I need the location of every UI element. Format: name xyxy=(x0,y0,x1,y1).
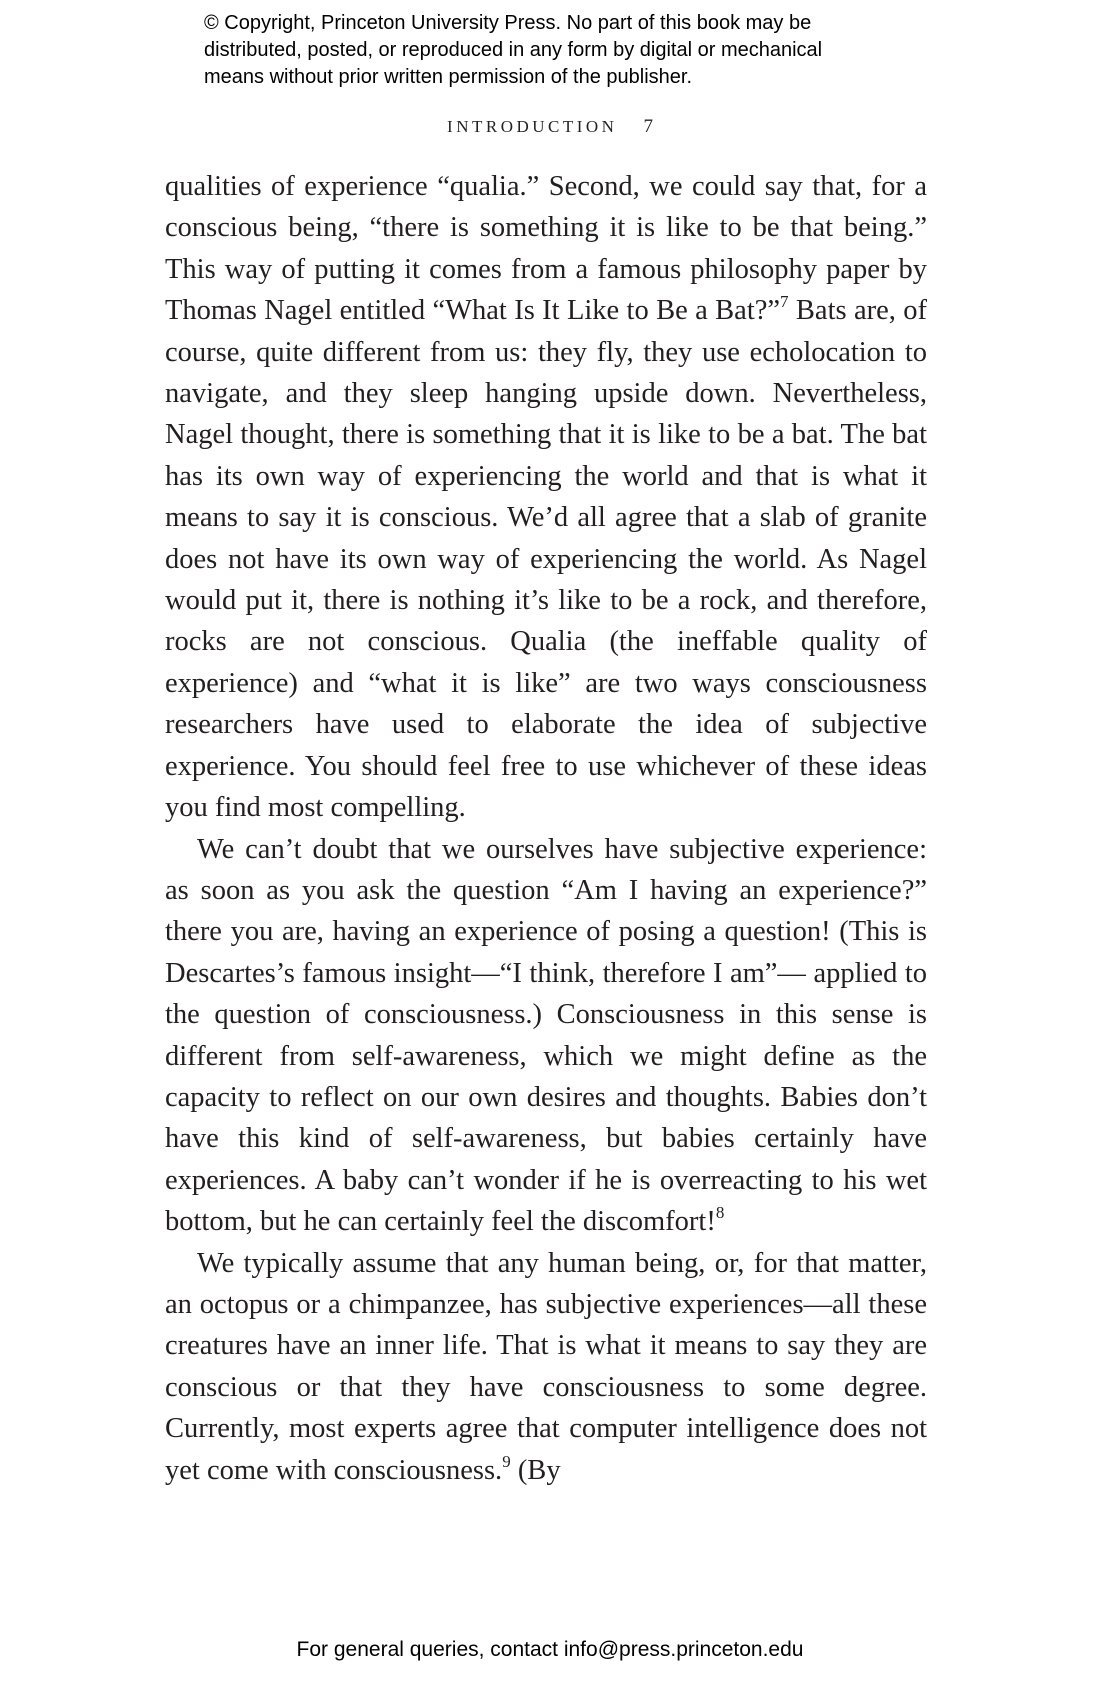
running-head xyxy=(0,116,1100,138)
paragraph-3 xyxy=(165,1243,927,1491)
footnote-marker-7[interactable]: 7 xyxy=(780,292,789,312)
paragraph-text: Bats are, of course, quite different from us: they fly, they use echolocation to navigate, and they sleep hanging upside down. Nevertheless, Nagel thought, there is something that it is like to be a bat. The bat has its own way of experiencing the world and that is what it means to say it is conscious. We’d all agree that a slab of granite does not have its own way of experiencing the world. As Nagel would put it, there is nothing it’s like to be a rock, and therefore, rocks are not conscious. Qualia (the ineffable quality of experience) and “what it is like” are two ways consciousness researchers have used to elaborate the idea of subjective experience. You should feel free to use whichever of these ideas you find most compelling. xyxy=(165,295,927,824)
footnote-marker-9[interactable]: 9 xyxy=(502,1451,511,1471)
page-number: 7 xyxy=(643,116,653,137)
chapter-title: INTRODUCTION xyxy=(447,117,618,136)
body-text xyxy=(165,166,927,1491)
copyright-notice xyxy=(204,10,964,91)
paragraph-1 xyxy=(165,166,927,829)
copyright-line-1: © Copyright, Princeton University Press. No part of this book may be xyxy=(204,12,812,34)
paragraph-text: We can’t doubt that we ourselves have subjective experience: as soon as you ask the question “Am I having an experience?” there you are, having an experience of posing a question! (This is Descartes’s famous insight—“I think, therefore I am”— applied to the question of consciousness.) Consciousness in this sense is different from self-awareness, which we might define as the capacity to reflect on our own desires and thoughts. Babies don’t have this kind of self-awareness, but babies certainly have experiences. A baby can’t wonder if he is overreacting to his wet bottom, but he can certainly feel the discomfort! xyxy=(165,833,927,1238)
paragraph-text: (By xyxy=(510,1454,561,1486)
paragraph-2 xyxy=(165,829,927,1243)
paragraph-text: We typically assume that any human being, or, for that matter, an octopus or a chimpanzee, has subjective experiences—all these creatures have an inner life. That is what it means to say they are conscious or that they have consciousness to some degree. Currently, most experts agree that computer intelligence does not yet come with consciousness. xyxy=(165,1247,927,1486)
footnote-marker-8[interactable]: 8 xyxy=(715,1203,725,1223)
footer-contact: For general queries, contact info@press.princeton.edu xyxy=(296,1638,804,1661)
copyright-line-3: means without prior written permission of the publisher. xyxy=(204,66,693,88)
copyright-line-2: distributed, posted, or reproduced in any form by digital or mechanical xyxy=(204,39,823,61)
paragraph-text: qualities of experience “qualia.” Second, we could say that, for a conscious being, “there is something it is like to be that being.” This way of putting it comes from a famous philosophy paper by Thomas Nagel entitled “What Is It Like to Be a Bat?” xyxy=(165,171,927,327)
